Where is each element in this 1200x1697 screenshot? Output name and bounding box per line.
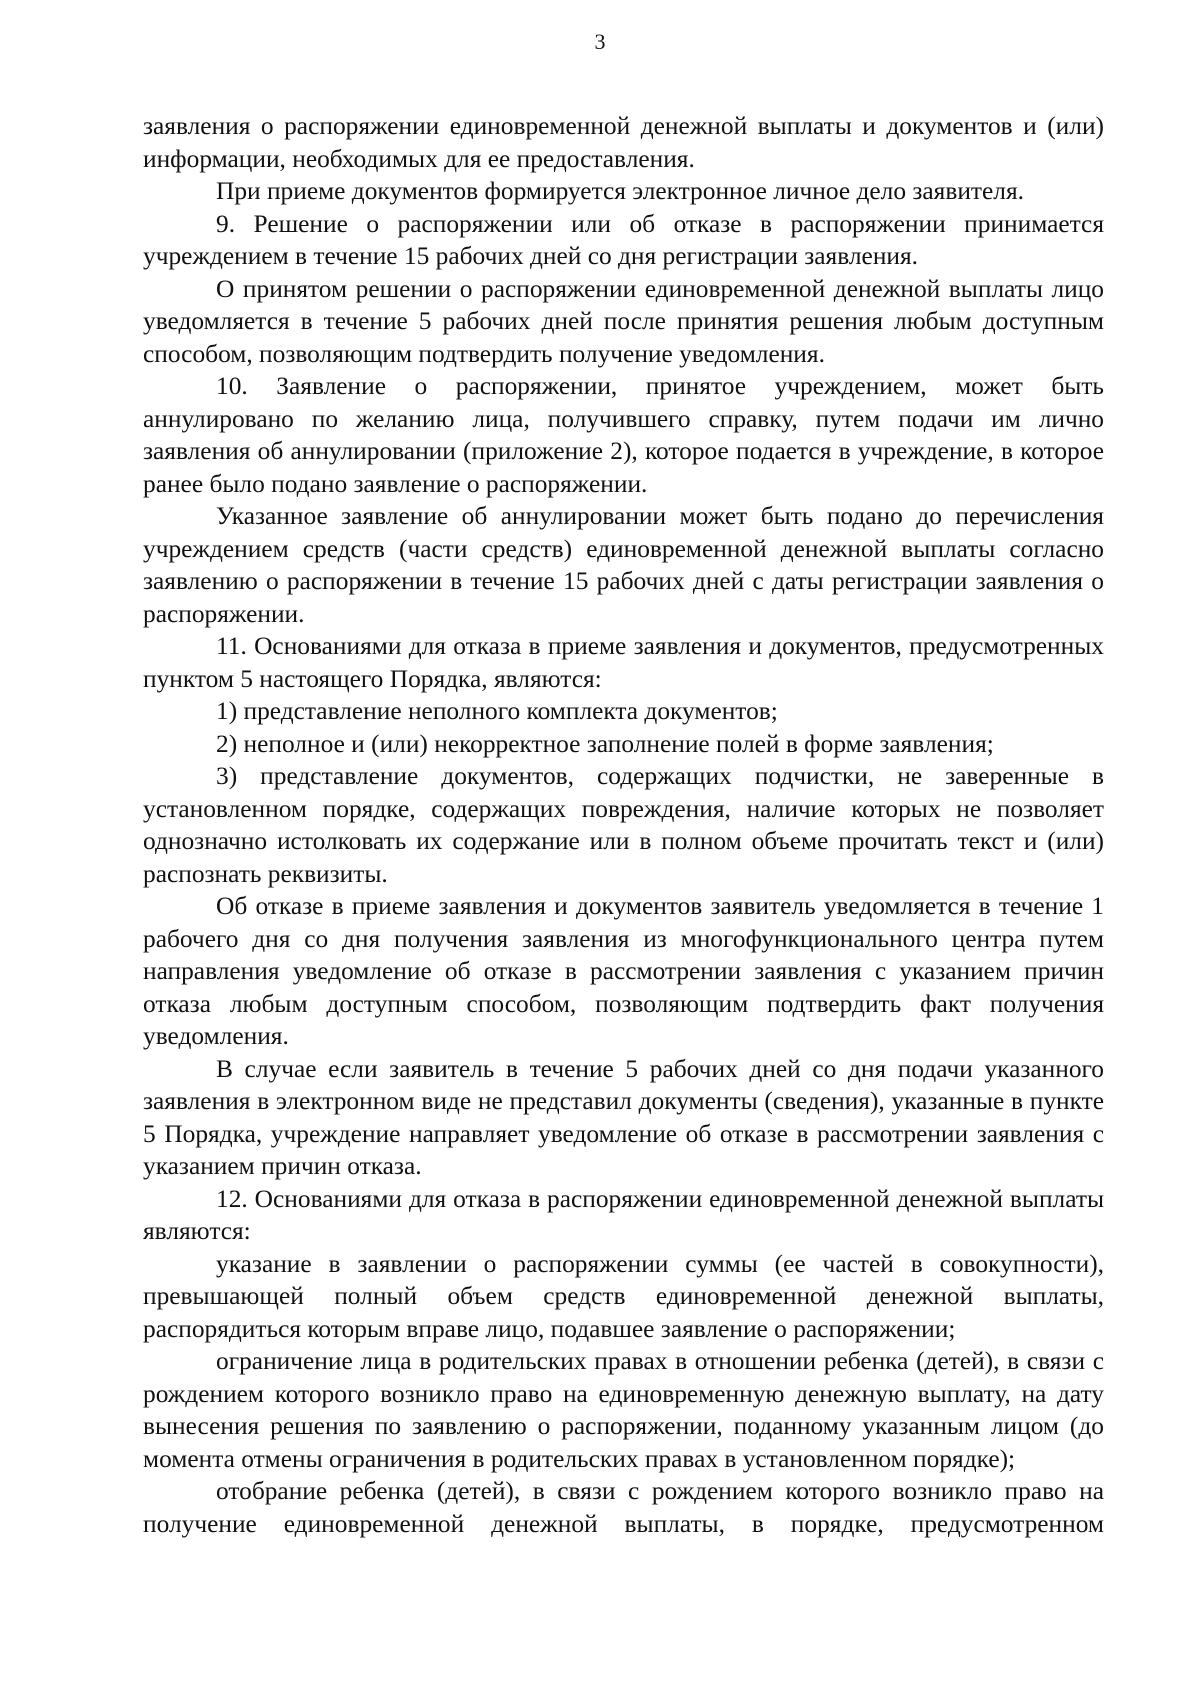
document-body bbox=[143, 110, 1104, 1540]
list-item: 3) представление документов, содержащих подчистки, не заверенные в установленном порядке, содержащих повреждения, наличие которых не позволяет однозначно истолковать их содержание или в полном объеме прочитать текст и (или) распознать реквизиты. bbox=[143, 762, 1104, 888]
paragraph-item-12: 12. Основаниями для отказа в распоряжении единовременной денежной выплаты являются: bbox=[143, 1184, 1104, 1245]
paragraph-last: отобрание ребенка (детей), в связи с рождением которого возникло право на получение единовременной денежной выплаты, в порядке, предусмотренном bbox=[143, 1477, 1104, 1538]
paragraph: ограничение лица в родительских правах в отношении ребенка (детей), в связи с рождением которого возникло право на единовременную денежную выплату, на дату вынесения решения по заявлению о распоряжении, поданному указанным лицом (до момента отмены ограничения в родительских правах в установленном порядке); bbox=[143, 1347, 1104, 1473]
paragraph-item-10: 10. Заявление о распоряжении, принятое учреждением, может быть аннулировано по желанию лица, получившего справку, путем подачи им лично заявления об аннулировании (приложение 2), которое подается в учреждение, в которое ранее было подано заявление о распоряжении. bbox=[143, 372, 1104, 498]
paragraph: Об отказе в приеме заявления и документов заявитель уведомляется в течение 1 рабочего дня со дня получения заявления из многофункционального центра путем направления уведомление об отказе в рассмотрении заявления с указанием причин отказа любым доступным способом, позволяющим подтвердить факт получения уведомления. bbox=[143, 892, 1104, 1050]
paragraph: заявления о распоряжении единовременной денежной выплаты и документов и (или) информации, необходимых для ее предоставления. bbox=[143, 112, 1104, 173]
paragraph: О принятом решении о распоряжении единовременной денежной выплаты лицо уведомляется в течение 5 рабочих дней после принятия решения любым доступным способом, позволяющим подтвердить получение уведомления. bbox=[143, 274, 1104, 368]
paragraph: При приеме документов формируется электронное личное дело заявителя. bbox=[216, 177, 1024, 205]
list-item: 1) представление неполного комплекта документов; bbox=[216, 697, 778, 725]
paragraph: В случае если заявитель в течение 5 рабочих дней со дня подачи указанного заявления в электронном виде не представил документы (сведения), указанные в пункте 5 Порядка, учреждение направляет уведомление об отказе в рассмотрении заявления с указанием причин отказа. bbox=[143, 1054, 1104, 1180]
paragraph: указание в заявлении о распоряжении суммы (ее частей в совокупности), превышающей полный объем средств единовременной денежной выплаты, распорядиться которым вправе лицо, подавшее заявление о распоряжении; bbox=[143, 1249, 1104, 1343]
paragraph: Указанное заявление об аннулировании может быть подано до перечисления учреждением средств (части средств) единовременной денежной выплаты согласно заявлению о распоряжении в течение 15 рабочих дней с даты регистрации заявления о распоряжении. bbox=[143, 502, 1104, 628]
page-number: 3 bbox=[594, 29, 606, 54]
list-item: 2) неполное и (или) некорректное заполнение полей в форме заявления; bbox=[216, 729, 994, 758]
paragraph-item-9: 9. Решение о распоряжении или об отказе в распоряжении принимается учреждением в течение 15 рабочих дней со дня регистрации заявления. bbox=[143, 209, 1104, 270]
paragraph-item-11: 11. Основаниями для отказа в приеме заявления и документов, предусмотренных пунктом 5 настоящего Порядка, являются: bbox=[143, 632, 1104, 693]
